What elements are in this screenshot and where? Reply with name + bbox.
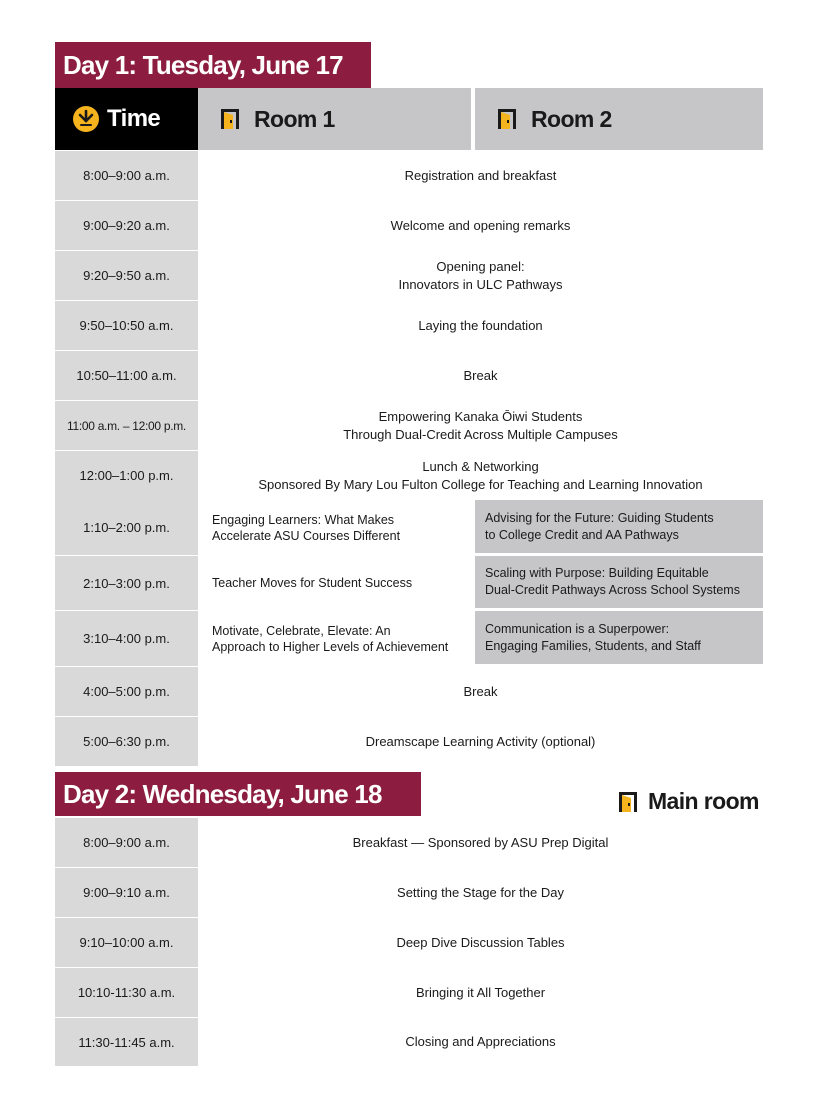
- time-cell: 9:00–9:20 a.m.: [55, 201, 198, 250]
- session-room2: [475, 556, 763, 608]
- header-room1-label: Room 1: [254, 105, 335, 132]
- session-line: Deep Dive Discussion Tables: [396, 934, 565, 950]
- time-cell: 10:10-11:30 a.m.: [55, 968, 198, 1017]
- header-room2: [475, 88, 763, 150]
- time-cell: 8:00–9:00 a.m.: [55, 151, 198, 200]
- main-room-header: [618, 788, 759, 815]
- session-line: Teacher Moves for Student Success: [212, 576, 413, 590]
- session-full: [198, 351, 763, 400]
- session-room1: [198, 500, 475, 555]
- session-line: Empowering Kanaka Ōiwi Students: [378, 408, 583, 424]
- session-full: [198, 918, 763, 967]
- header-room2-label: Room 2: [531, 105, 612, 132]
- session-line: Advising for the Future: Guiding Students: [485, 510, 714, 525]
- session-line: Approach to Higher Levels of Achievement: [212, 639, 449, 654]
- time-cell: 9:10–10:00 a.m.: [55, 918, 198, 967]
- session-line: Break: [463, 367, 498, 383]
- session-full: [198, 251, 763, 300]
- session-line: Scaling with Purpose: Building Equitable: [485, 566, 709, 580]
- session-line: Through Dual-Credit Across Multiple Campuses: [343, 426, 618, 442]
- session-full: [198, 868, 763, 917]
- session-line: Setting the Stage for the Day: [397, 884, 564, 900]
- session-line: Bringing it All Together: [415, 984, 546, 1000]
- time-cell: 12:00–1:00 p.m.: [55, 451, 198, 500]
- time-cell: 9:20–9:50 a.m.: [55, 251, 198, 300]
- session-line: Breakfast — Sponsored by ASU Prep Digital: [352, 834, 609, 850]
- session-full: [198, 301, 763, 350]
- header-time: [55, 88, 198, 150]
- session-full: [198, 451, 763, 500]
- session-full: [198, 1018, 763, 1066]
- session-line: Communication is a Superpower:: [485, 621, 670, 636]
- session-line: Dual-Credit Pathways Across School Systems: [485, 583, 740, 597]
- session-line: Motivate, Celebrate, Elevate: An: [212, 623, 391, 638]
- time-cell: 2:10–3:00 p.m.: [55, 556, 198, 610]
- time-cell: 11:30-11:45 a.m.: [55, 1018, 198, 1066]
- session-line: Accelerate ASU Courses Different: [212, 528, 401, 543]
- time-cell: 9:50–10:50 a.m.: [55, 301, 198, 350]
- session-line: Engaging Families, Students, and Staff: [485, 638, 701, 653]
- session-line: Registration and breakfast: [404, 167, 557, 183]
- session-line: Laying the foundation: [418, 317, 543, 333]
- time-cell: 10:50–11:00 a.m.: [55, 351, 198, 400]
- session-line: Engaging Learners: What Makes: [212, 512, 395, 527]
- time-cell: 4:00–5:00 p.m.: [55, 667, 198, 716]
- session-line: Opening panel:: [436, 258, 525, 274]
- door-icon: [618, 791, 638, 813]
- time-cell: 11:00 a.m. – 12:00 p.m.: [55, 401, 198, 450]
- door-icon: [220, 108, 240, 130]
- clock-icon: [73, 106, 99, 132]
- session-line: Break: [463, 683, 498, 699]
- session-line: Sponsored By Mary Lou Fulton College for Teaching and Learning Innovation: [258, 476, 703, 492]
- time-cell: 3:10–4:00 p.m.: [55, 611, 198, 666]
- header-room1: [198, 88, 471, 150]
- time-cell: 1:10–2:00 p.m.: [55, 500, 198, 555]
- session-line: Closing and Appreciations: [405, 1034, 556, 1049]
- day2-title: Day 2: Wednesday, June 18: [55, 772, 421, 816]
- session-full: [198, 818, 763, 867]
- session-full: [198, 201, 763, 250]
- session-line: to College Credit and AA Pathways: [485, 527, 679, 542]
- session-line: Lunch & Networking: [422, 458, 539, 474]
- session-full: [198, 717, 763, 766]
- session-room2: [475, 500, 763, 553]
- header-time-label: Time: [107, 105, 161, 132]
- main-room-label: Main room: [648, 788, 759, 814]
- session-line: Welcome and opening remarks: [390, 217, 571, 233]
- session-full: [198, 151, 763, 200]
- session-line: Dreamscape Learning Activity (optional): [365, 733, 596, 749]
- session-room1: [198, 611, 475, 666]
- time-cell: 5:00–6:30 p.m.: [55, 717, 198, 766]
- time-cell: 9:00–9:10 a.m.: [55, 868, 198, 917]
- time-cell: 8:00–9:00 a.m.: [55, 818, 198, 867]
- door-icon: [497, 108, 517, 130]
- session-line: Innovators in ULC Pathways: [398, 276, 563, 292]
- session-full: [198, 401, 763, 450]
- session-full: [198, 667, 763, 716]
- session-room2: [475, 611, 763, 664]
- session-room1: [198, 556, 475, 610]
- session-full: [198, 968, 763, 1017]
- day1-title: Day 1: Tuesday, June 17: [55, 42, 371, 88]
